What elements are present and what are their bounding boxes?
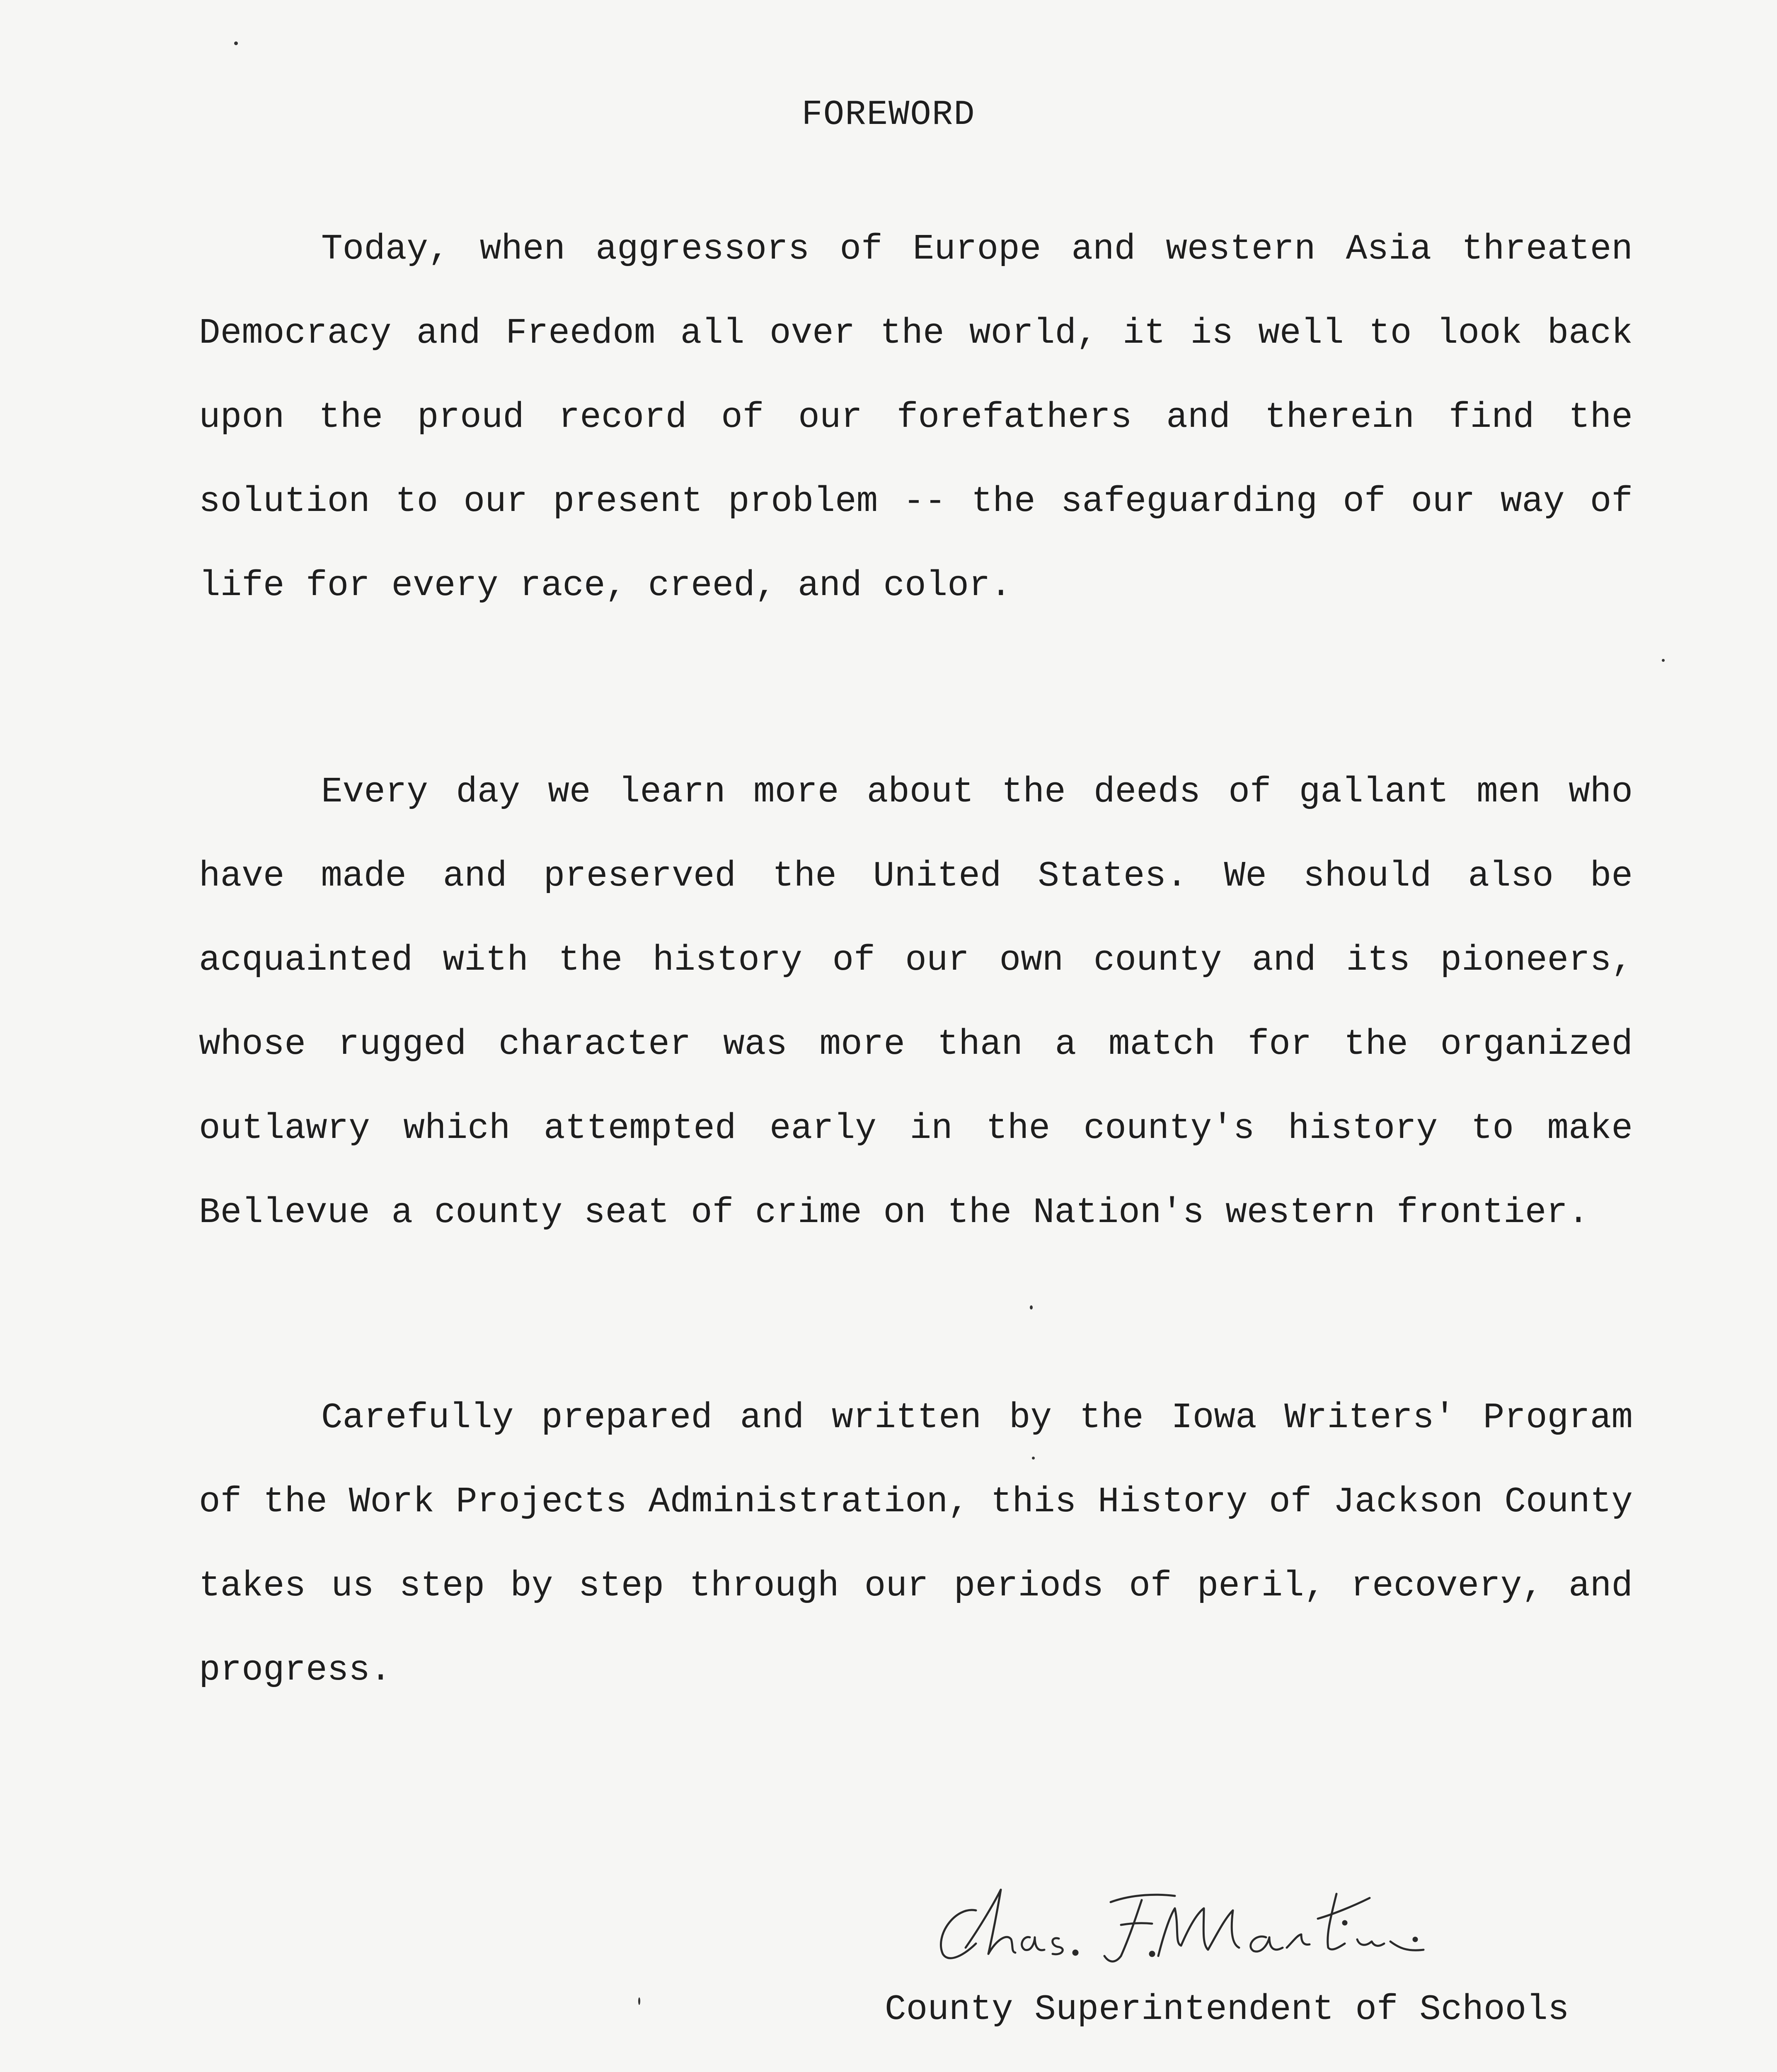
paragraph-3: Carefully prepared and written by the Iowa Writers' Program of the Work Projects Administration, this History of Jackson County takes us step by step through our periods of peril, recovery, and progress. — [199, 1397, 1633, 1690]
scan-speck — [1032, 1457, 1035, 1460]
scan-speck — [638, 1997, 640, 2005]
paragraph-2: Every day we learn more about the deeds of gallant men who have made and preserved the United States. We should also be acquainted with the history of our own county and its pioneers, whose rugged character was more than a match for the organized outlawry which attempted early in the county's history to make Bellevue a county seat of crime on the Nation's western frontier. — [199, 772, 1633, 1233]
scan-speck — [234, 41, 238, 45]
handwritten-signature — [926, 1865, 1531, 1973]
scan-speck — [1662, 659, 1665, 662]
signer-title: County Superintendent of Schools — [885, 1989, 1569, 2030]
paragraph-1: Today, when aggressors of Europe and western Asia threaten Democracy and Freedom all over the world, it is well to look back upon the proud record of our forefathers and therein find the solution to our present problem -- the safeguarding of our way of life for every race, creed, and color. — [199, 229, 1633, 606]
scan-speck — [1030, 1305, 1033, 1310]
page-title: FOREWORD — [801, 95, 976, 135]
